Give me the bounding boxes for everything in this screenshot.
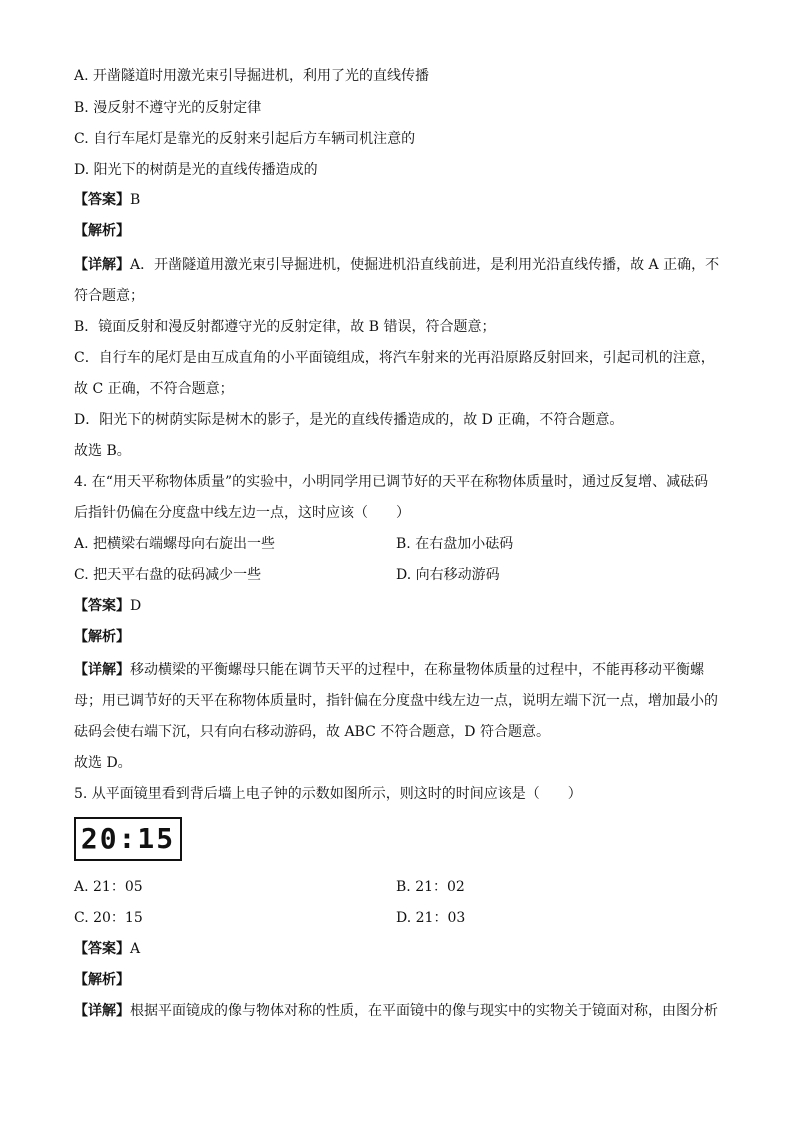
q3-detail-line-2: 符合题意； [74,288,144,304]
detail-tag: 【详解】 [74,257,130,273]
q5-option-c: C. 20：15 [74,910,143,926]
q5-option-b: B. 21：02 [396,879,465,895]
answer-tag: 【答案】 [74,941,130,957]
q4-detail-line-3: 砝码会使右端下沉，只有向右移动游码，故 ABC 不符合题意，D 符合题意。 [74,724,550,740]
answer-tag: 【答案】 [74,192,130,208]
answer-value: D [130,598,142,614]
q4-option-a: A. 把横梁右端螺母向右旋出一些 [74,536,276,552]
q4-analysis-tag: 【解析】 [74,629,130,645]
q3-detail-line-1: 【详解】A．开凿隧道用激光束引导掘进机，使掘进机沿直线前进，是利用光沿直线传播，故 A 正确，不 [74,257,720,273]
q3-option-b: B. 漫反射不遵守光的反射定律 [74,100,262,116]
q3-option-a: A. 开凿隧道时用激光束引导掘进机，利用了光的直线传播 [74,68,430,84]
q4-stem-line-1: 4. 在“用天平称物体质量”的实验中，小明同学用已调节好的天平在称物体质量时，通过反复增、减砝码 [74,474,709,490]
q5-option-d: D. 21：03 [396,910,466,926]
q3-detail-line-6: D．阳光下的树荫实际是树木的影子，是光的直线传播造成的，故 D 正确，不符合题意。 [74,412,624,428]
q4-detail-line-2: 母；用已调节好的天平在称物体质量时，指针偏在分度盘中线左边一点，说明左端下沉一点，增加最小的 [74,693,718,709]
answer-value: A [130,941,141,957]
q3-analysis-tag: 【解析】 [74,223,130,239]
q4-option-b: B. 在右盘加小砝码 [396,536,514,552]
q3-option-c: C. 自行车尾灯是靠光的反射来引起后方车辆司机注意的 [74,131,416,147]
q5-answer [74,939,140,959]
q5-analysis-tag: 【解析】 [74,972,130,988]
q3-detail-line-3: B．镜面反射和漫反射都遵守光的反射定律，故 B 错误，符合题意； [74,319,496,335]
q5-option-a: A. 21：05 [74,879,143,895]
q5-detail-line-1: 【详解】根据平面镜成的像与物体对称的性质，在平面镜中的像与现实中的实物关于镜面对称，由图分析 [74,1003,718,1019]
q3-option-d: D. 阳光下的树荫是光的直线传播造成的 [74,162,318,178]
clock-display: 20:15 [80,822,176,855]
q3-answer [74,190,140,210]
detail-tag: 【详解】 [74,662,130,678]
q4-option-c: C. 把天平右盘的砝码减少一些 [74,567,262,583]
answer-tag: 【答案】 [74,598,130,614]
q4-conclusion: 故选 D。 [74,755,132,771]
answer-value: B [130,192,141,208]
q4-answer [74,596,141,616]
digital-clock-figure [74,817,182,861]
q4-option-d: D. 向右移动游码 [396,567,500,583]
q5-stem: 5. 从平面镜里看到背后墙上电子钟的示数如图所示，则这时的时间应该是（ ） [74,786,582,802]
q4-detail-line-1: 【详解】移动横梁的平衡螺母只能在调节天平的过程中，在称量物体质量的过程中，不能再移动平衡螺 [74,662,704,678]
q3-detail-line-4: C．自行车的尾灯是由互成直角的小平面镜组成，将汽车射来的光再沿原路反射回来，引起司机的注意， [74,350,715,366]
q4-stem-line-2: 后指针仍偏在分度盘中线左边一点，这时应该（ ） [74,505,410,521]
q3-detail-line-5: 故 C 正确，不符合题意； [74,381,234,397]
q3-conclusion: 故选 B。 [74,443,131,459]
detail-tag: 【详解】 [74,1003,130,1019]
